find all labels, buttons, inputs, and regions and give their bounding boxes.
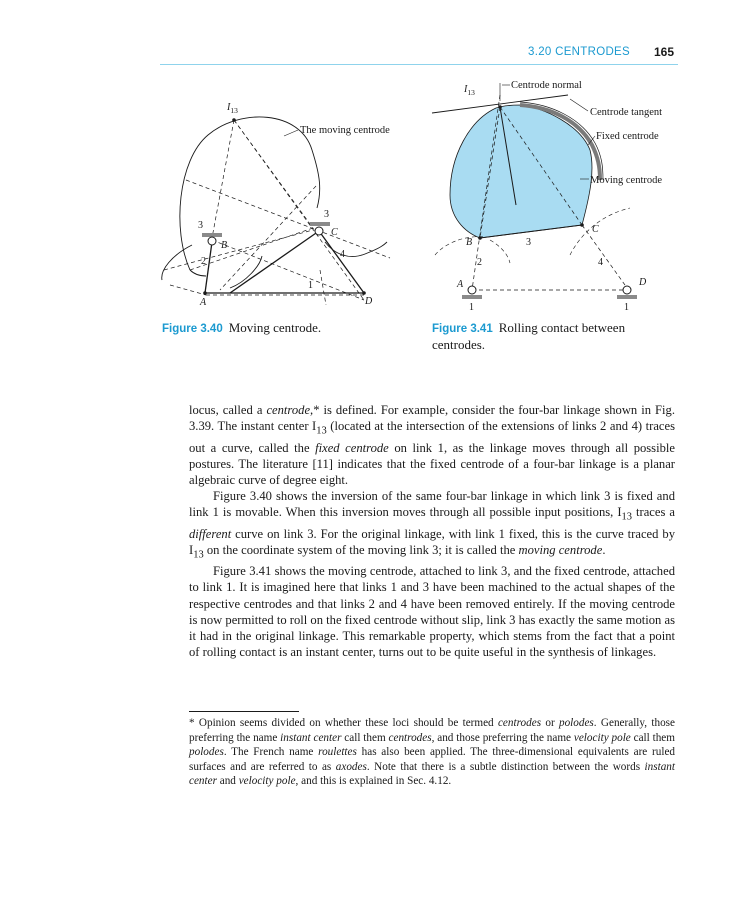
linkage <box>205 231 364 293</box>
label-a: A <box>457 279 464 290</box>
body-text <box>189 402 675 660</box>
ground-d <box>617 286 637 299</box>
footnote-rule <box>189 711 299 712</box>
running-header <box>160 44 678 65</box>
label-moving-centrode: The moving centrode <box>300 125 390 136</box>
ground-b <box>202 233 222 245</box>
label-centrode-tangent: Centrode tangent <box>590 107 663 118</box>
figure-3-40-caption <box>162 320 382 337</box>
point-d <box>362 291 366 295</box>
label-link-1: 1 <box>308 280 313 291</box>
label-link-2: 2 <box>477 257 482 268</box>
point-i13 <box>232 118 236 122</box>
centrode-curve-lower-left <box>190 270 206 276</box>
label-link-1b: 1 <box>624 302 629 313</box>
paragraph-2: Figure 3.40 shows the inversion of the same four-bar linkage in which link 3 is fixed and link 1 is movable. When this inversion moves through all possible input positions, $I_{13}$ traces a different curve on link 3. For the original linkage, with link 1 fixed, this is the curve traced by $I_{13}$ on the coordinate system of the moving link 3; it is called the moving centrode. <box>189 488 675 561</box>
footnote: * Opinion seems divided on whether these loci should be termed centrodes or polodes. Generally, those preferring the name instant center call them centrodes, and those preferring the name velocity pole call them polodes. The French name roulettes has also been applied. The three-dimensional equivalents are ruled surfaces and are referred to as axodes. Note that there is a subtle distinction between the words instant center and velocity pole, and this is explained in Sec. 4.12. <box>189 717 676 788</box>
label-fixed-centrode: Fixed centrode <box>596 131 659 142</box>
page-number: 165 <box>653 45 674 59</box>
centrode-curve-mid <box>230 256 262 288</box>
label-moving-centrode: Moving centrode <box>590 175 663 186</box>
moving-centrode-shape <box>450 105 592 238</box>
label-b: B <box>221 240 228 251</box>
figure-3-40 <box>150 90 410 320</box>
label-i13: $I_{13}$ <box>227 102 238 115</box>
label-centrode-normal: Centrode normal <box>511 80 582 91</box>
figure-3-41-caption-label: Figure 3.41 <box>432 323 493 335</box>
point-c <box>580 223 584 227</box>
label-d: D <box>639 277 647 288</box>
centrode-curve-lower-right <box>325 242 387 257</box>
label-d: D <box>365 296 373 307</box>
label-link-2: 2 <box>201 256 206 267</box>
label-a: A <box>200 297 207 308</box>
label-link-4: 4 <box>598 257 603 268</box>
label-link-1a: 1 <box>469 302 474 313</box>
paragraph-1: locus, called a centrode,* is defined. For example, consider the four-bar linkage shown in Fig. 3.39. The instant center $I_{13}$ (located at the intersection of the extensions of links 2 and 4) traces out a curve, called the fixed centrode on link 1, as the linkage moves through all possible postures. The literature [11] indicates that the fixed centrode of a four-bar linkage is a planar algebraic curve of degree eight. <box>189 403 675 487</box>
label-c: C <box>331 227 338 238</box>
paragraph-3: Figure 3.41 shows the moving centrode, attached to link 3, and the fixed centrode, attached to link 1. It is imagined here that links 1 and 3 have been machined to the actual shapes of the respective centrodes and that links 2 and 4 have been removed entirely. If the moving centrode is now permitted to roll on the fixed centrode without slip, link 3 has exactly the same motion as it had in the original linkage. This remarkable property, which stems from the fact that a point of rolling contact is an instant center, turns out to be quite useful in the synthesis of linkages. <box>189 564 675 659</box>
label-i13: $I_{13}$ <box>464 84 475 97</box>
label-link-3b: 3 <box>324 209 329 220</box>
figure-3-40-caption-label: Figure 3.40 <box>162 323 223 335</box>
point-i13 <box>498 105 502 109</box>
figure-3-40-caption-text: Moving centrode. <box>228 320 322 335</box>
point-b <box>478 236 482 240</box>
header-section-title: 3.20 CENTRODES <box>528 46 630 58</box>
label-link-3: 3 <box>526 237 531 248</box>
label-b: B <box>466 237 473 248</box>
moving-centrode-curve <box>180 117 320 270</box>
label-link-3a: 3 <box>198 220 203 231</box>
point-a <box>203 291 207 295</box>
figure-3-41-caption-text: Rolling contact between centrodes. <box>432 320 626 352</box>
figure-3-41-caption <box>432 320 662 353</box>
ground-a <box>462 286 482 299</box>
construction-lines <box>164 120 390 305</box>
label-c: C <box>592 224 599 235</box>
label-link-4: 4 <box>340 249 345 260</box>
figure-3-41 <box>420 75 680 315</box>
